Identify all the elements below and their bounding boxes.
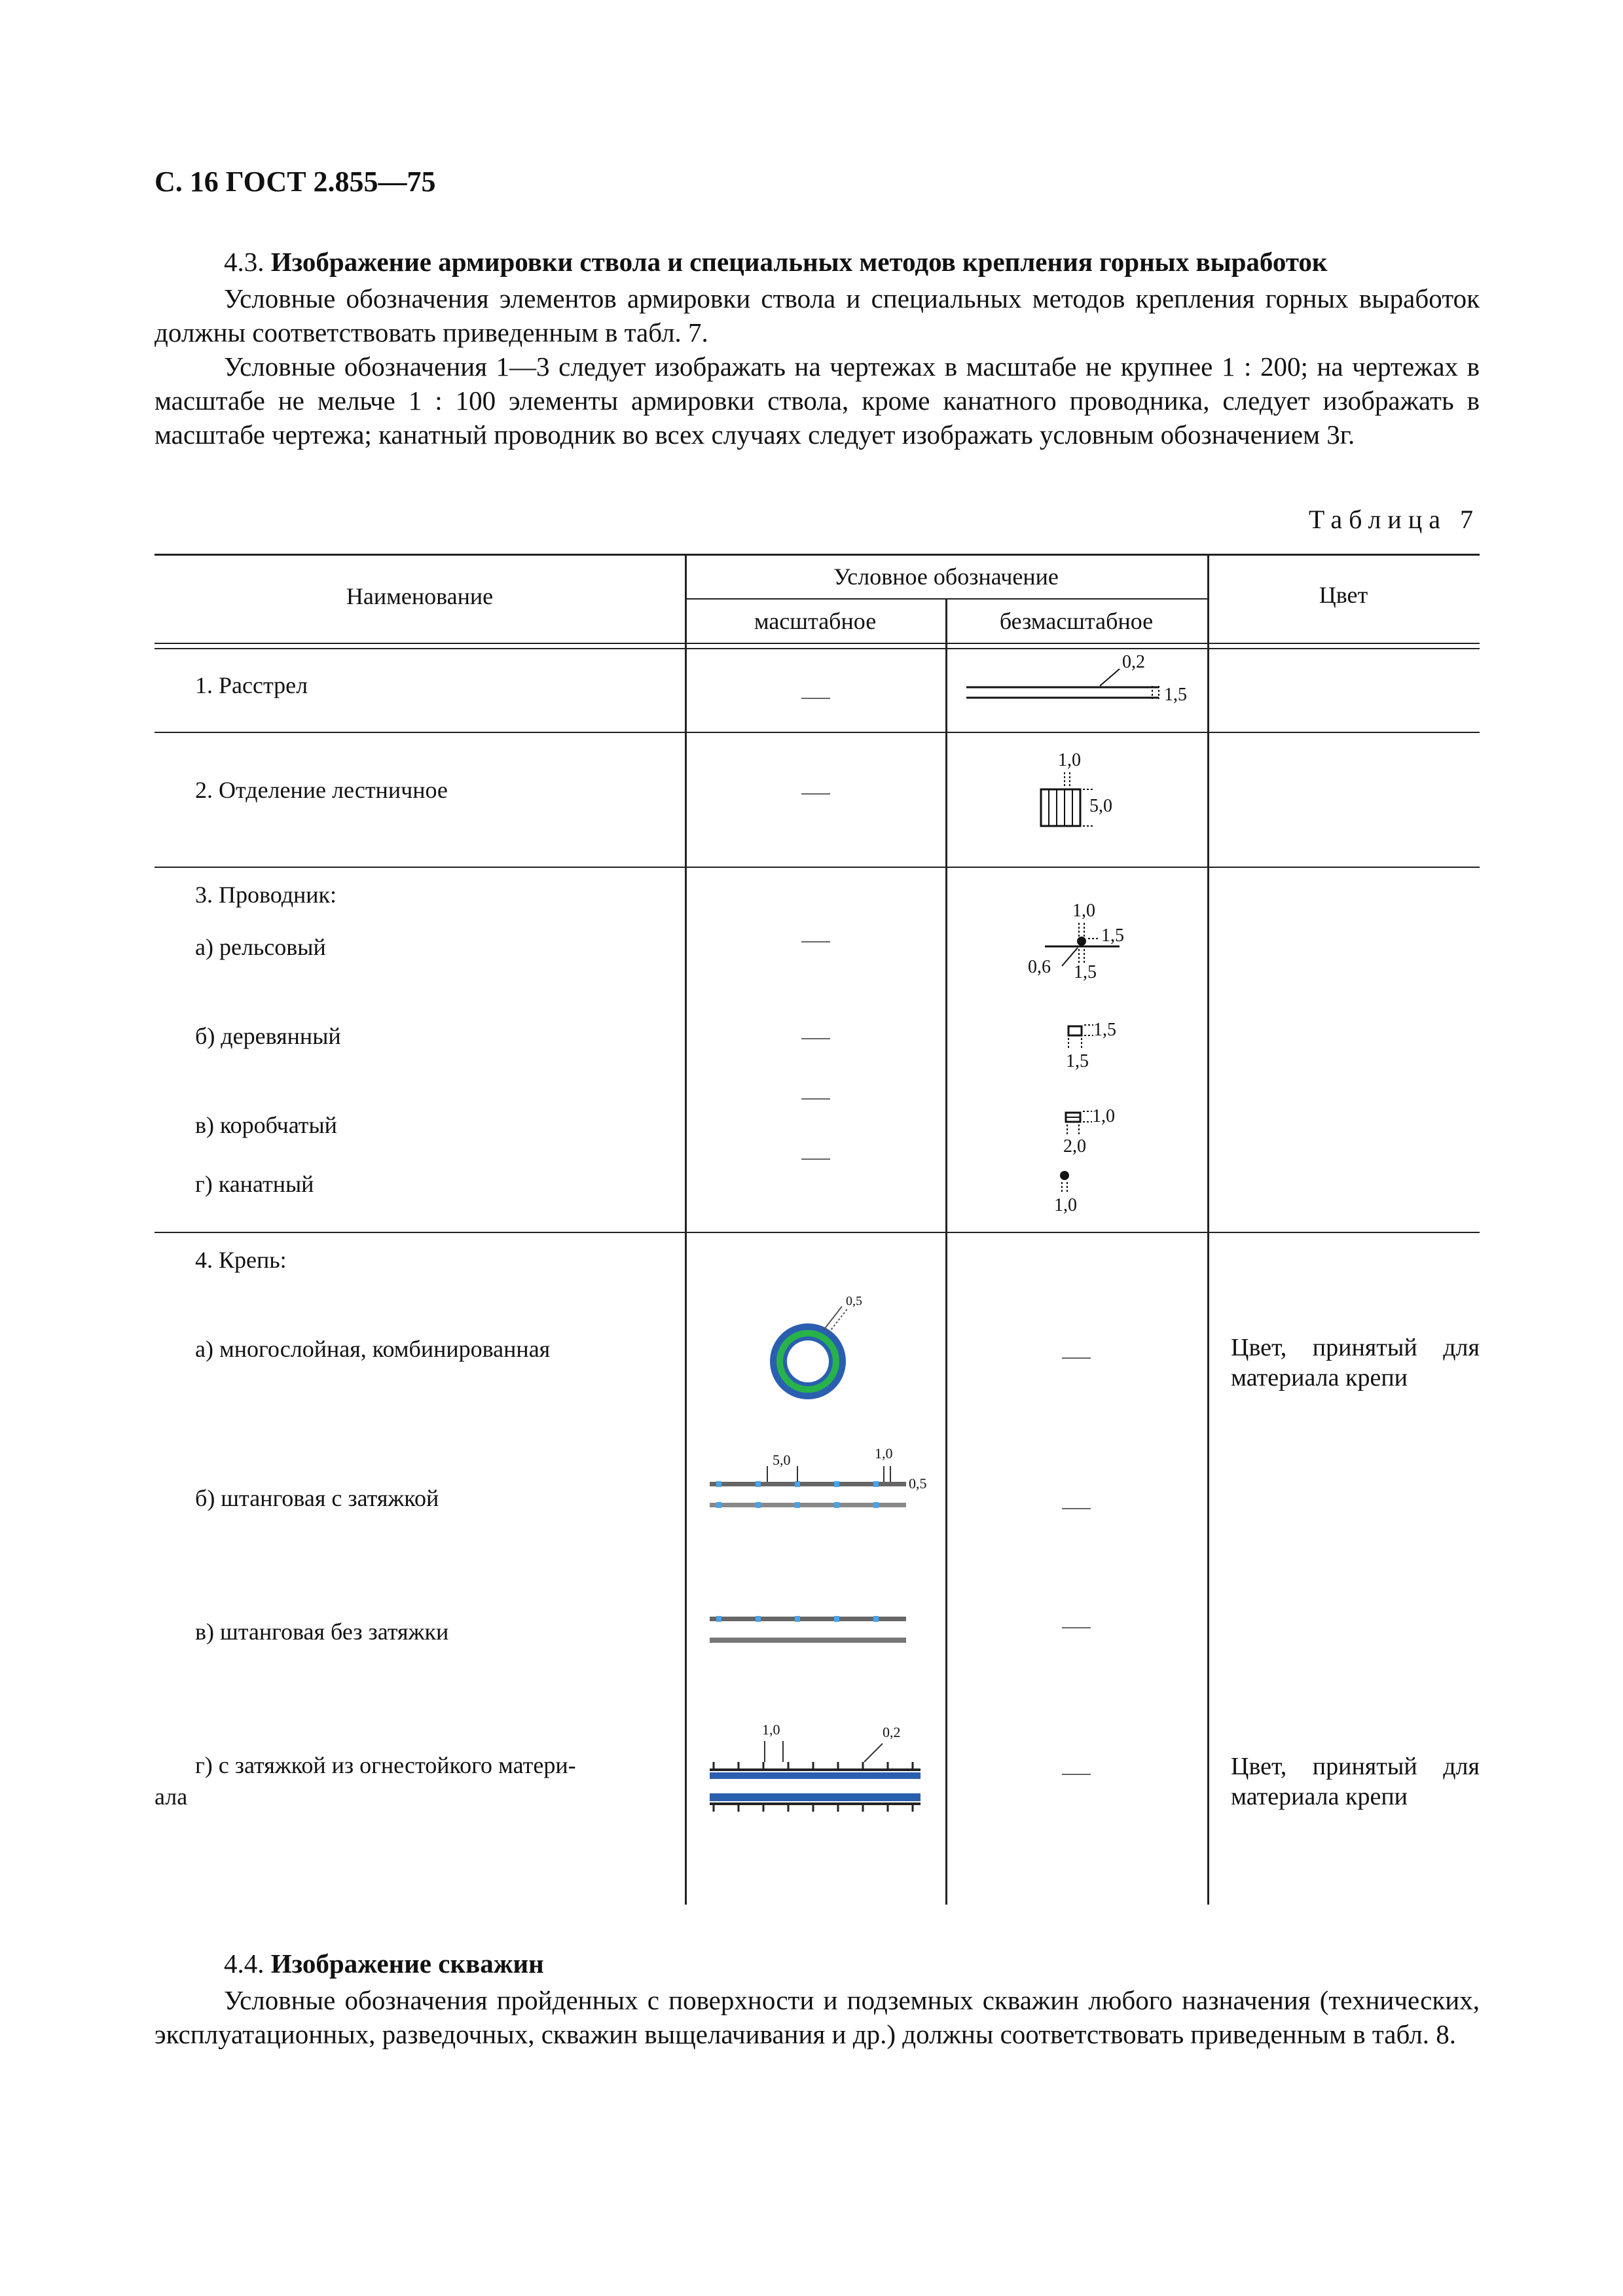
- row-rule-3: [155, 1232, 1480, 1233]
- section-4-3-para-2: Условные обозначения 1—3 следует изображать на чертежах в масштабе не крупнее 1 : 200; на чертежах в масштабе не мельче 1 : 100 элементы армировки ствола, кроме канатного проводника, следует изображать в масштабе чертежа; канатный проводник во всех случаях следует изображать условным обозначением 3г.: [155, 351, 1480, 450]
- row-krep-a: а) многослойная, комбинированная: [195, 1336, 551, 1362]
- table-header-rule-2: [155, 648, 1480, 649]
- symbol-rail-guide: [1008, 901, 1152, 992]
- dim-label: 0,5: [846, 1294, 862, 1308]
- color-note-a: Цвет, принятый для материала крепи: [1231, 1334, 1480, 1391]
- row-krep: 4. Крепь:: [195, 1247, 287, 1273]
- table-caption: Таблица 7: [1308, 505, 1480, 534]
- symbol-rope-guide: [1048, 1162, 1113, 1215]
- col-divider-3: [1207, 554, 1209, 1905]
- dash-mark: [801, 941, 830, 942]
- symbol-bolted-without-lagging: [707, 1604, 930, 1656]
- dim-label: 5,0: [1089, 796, 1112, 816]
- dash-mark: [1062, 1627, 1091, 1628]
- dim-label: 1,5: [1074, 962, 1097, 982]
- header-unscaled: безмасштабное: [999, 608, 1154, 634]
- dash-mark: [801, 698, 830, 699]
- dim-label: 5,0: [773, 1452, 791, 1468]
- row-provodnik-d: г) канатный: [195, 1171, 314, 1197]
- dash-mark: [801, 1098, 830, 1100]
- dim-label: 0,5: [909, 1475, 927, 1492]
- symbol-wood-guide: [1048, 1012, 1152, 1071]
- row-provodnik-c: в) коробчатый: [195, 1112, 337, 1138]
- symbol-ladder-compartment: [1021, 750, 1139, 848]
- dash-mark: [801, 1158, 830, 1160]
- section-title: Изображение скважин: [270, 1948, 544, 1979]
- dash-mark: [801, 1038, 830, 1039]
- dim-label: 1,0: [1054, 1195, 1077, 1215]
- row-krep-b: б) штанговая с затяжкой: [195, 1485, 439, 1511]
- row-rasstrel: 1. Расстрел: [195, 672, 308, 698]
- dim-label: 2,0: [1063, 1136, 1086, 1157]
- dim-label: 0,2: [1122, 652, 1145, 672]
- row-provodnik: 3. Проводник:: [195, 882, 337, 908]
- dim-label: 1,0: [1092, 1106, 1115, 1126]
- col-divider-1: [685, 554, 687, 1905]
- header-scaled: масштабное: [754, 608, 877, 634]
- row-rule-2: [155, 867, 1480, 868]
- row-rule-1: [155, 732, 1480, 733]
- symbol-fireproof-lagging: [707, 1702, 943, 1826]
- symbol-multilayer-lining: [753, 1283, 897, 1414]
- dim-label: 1,5: [1093, 1020, 1116, 1040]
- header-color: Цвет: [1319, 582, 1368, 608]
- row-provodnik-a: а) рельсовый: [195, 934, 326, 960]
- dim-label: 1,0: [875, 1445, 893, 1462]
- section-number: 4.4.: [224, 1948, 264, 1979]
- section-4-3-heading: [224, 246, 1328, 278]
- symbol-bolted-with-lagging: [707, 1440, 943, 1525]
- symbol-box-guide: [1045, 1100, 1150, 1158]
- page-header: С. 16 ГОСТ 2.855—75: [155, 166, 436, 198]
- dim-label: 1,5: [1066, 1051, 1089, 1071]
- dim-label: 1,0: [762, 1721, 780, 1738]
- dim-label: 0,2: [883, 1724, 901, 1740]
- dim-label: 0,6: [1028, 957, 1051, 977]
- col-divider-2: [945, 598, 947, 1905]
- dash-mark: [1062, 1774, 1091, 1775]
- dim-label: 1,5: [1164, 685, 1187, 705]
- section-4-3-para-1: Условные обозначения элементов армировки ствола и специальных методов крепления горных выработок должны соответствовать приведенным в табл. 7.: [155, 283, 1480, 348]
- dash-mark: [1062, 1357, 1091, 1359]
- section-title: Изображение армировки ствола и специальных методов крепления горных выработок: [270, 247, 1328, 277]
- color-note-d: Цвет, принятый для материала крепи: [1231, 1753, 1480, 1810]
- header-symbol: Условное обозначение: [833, 564, 1059, 590]
- section-4-4-para: Условные обозначения пройденных с поверхности и подземных скважин любого назначения (технических, эксплуатационных, разведочных, скважин выщелачивания и др.) должны соответствовать приведенным в табл. 8.: [155, 1985, 1480, 2049]
- row-krep-c: в) штанговая без затяжки: [195, 1619, 449, 1645]
- section-number: 4.3.: [224, 247, 264, 277]
- dim-label: 1,0: [1072, 901, 1095, 921]
- symbol-rasstrel: [962, 652, 1198, 717]
- dim-label: 1,5: [1101, 925, 1124, 946]
- row-otdelenie: 2. Отделение лестничное: [195, 777, 448, 803]
- dash-mark: [801, 793, 830, 795]
- table-top-rule: [155, 554, 1480, 556]
- row-krep-d-line1: г) с затяжкой из огнестойкого матери-: [195, 1752, 576, 1778]
- section-4-4-heading: [224, 1948, 544, 1979]
- row-provodnik-b: б) деревянный: [195, 1023, 341, 1049]
- dim-label: 1,0: [1058, 750, 1081, 770]
- row-krep-d-line2: ала: [155, 1784, 188, 1810]
- table-header-rule-1: [155, 643, 1480, 644]
- header-name: Наименование: [346, 583, 494, 609]
- dash-mark: [1062, 1508, 1091, 1509]
